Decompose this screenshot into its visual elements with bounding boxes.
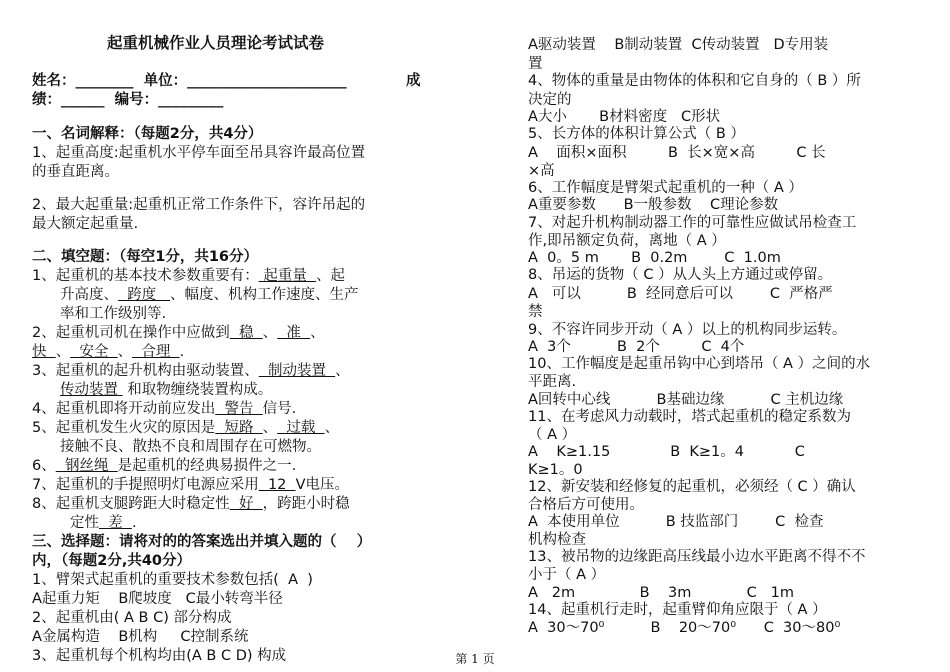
choice-line: A 0。5 m B 0.2m C 1.0m [528, 250, 781, 266]
number-label: 编号： [104, 92, 159, 108]
fill-answer: 好 [229, 496, 263, 512]
choice-line: 1、臂架式起重机的重要技术参数包括( A ) [32, 572, 313, 588]
choice-line: （ A ） [528, 427, 577, 443]
fill-text: 、 [55, 344, 71, 360]
choice-line: 机构检查 [528, 532, 586, 548]
fill-answer: 起重量 [258, 268, 317, 284]
section-2-heading: 二、填空题：（每空1分，共16分） [32, 249, 259, 265]
header-line-2 [32, 91, 223, 110]
score-field: ______ [61, 92, 105, 108]
name-label: 姓名： [32, 73, 76, 89]
fill-text: 、起 [316, 268, 346, 284]
choice-line: 5、长方体的体积计算公式（ B ） [528, 126, 745, 142]
fill-2-line-1 [32, 324, 325, 343]
fill-text: 、 [262, 325, 278, 341]
fill-text: 、 [310, 325, 325, 341]
choice-line: A重要参数 B一般参数 C理论参数 [528, 197, 779, 213]
fill-answer: 过载 [277, 420, 325, 436]
fill-text: ，跨距小时稳 [262, 496, 350, 512]
choice-line: K≥1。0 [528, 462, 583, 478]
fill-answer: 跨度 [118, 287, 171, 303]
fill-text: 信号. [262, 401, 297, 417]
choice-line: A驱动装置 B制动装置 C传动装置 D专用装 [528, 37, 829, 53]
choice-line: 9、不容许同步开动（ A ）以上的机构同步运转。 [528, 322, 847, 338]
choice-line: A 30～70⁰ B 20～70⁰ C 30～80⁰ [528, 620, 841, 636]
choice-line: A 2m B 3m C 1m [528, 585, 794, 601]
choice-line: A起重力矩 B爬坡度 C最小转弯半径 [32, 591, 283, 607]
fill-1-line-3: 率和工作级别等. [60, 306, 167, 322]
fill-3-line-1 [32, 362, 350, 381]
fill-answer: 准 [277, 325, 311, 341]
fill-1-line-1 [32, 267, 345, 286]
fill-2-line-2 [32, 343, 184, 362]
unit-field: ______________________ [187, 73, 347, 89]
score-label-end: 绩： [32, 92, 61, 108]
choice-line: 6、工作幅度是臂架式起重机的一种（ A ） [528, 180, 803, 196]
choice-line: 决定的 [528, 92, 572, 108]
page-number: 第 1 页 [455, 652, 495, 666]
fill-7 [32, 476, 349, 495]
choice-line: 平距离. [528, 374, 577, 390]
section-3-heading-1: 三、选择题：请将对的的答案选出并填入题的（ ） [32, 534, 372, 550]
fill-text: 3、起重机的起升机构由驱动装置、 [32, 363, 259, 379]
fill-8-line-1 [32, 495, 350, 514]
fill-text: 、幅度、机构工作速度、生产 [170, 287, 359, 303]
fill-text: 是起重机的经典易损件之一. [117, 458, 297, 474]
choice-line: A金属构造 B机构 C控制系统 [32, 629, 249, 645]
section-1-heading: 一、名词解释：（每题2分，共4分） [32, 126, 263, 142]
choice-line: ×高 [528, 163, 555, 179]
fill-1-line-2 [60, 286, 359, 305]
fill-text: 7、起重机的手提照明灯电源应采用 [32, 477, 259, 493]
header-line-1 [32, 72, 347, 91]
choice-line: 2、起重机由( A B C) 部分构成 [32, 610, 232, 626]
term-1-line-1: 1、起重高度:起重机水平停车面至吊具容许最高位置 [32, 145, 366, 161]
choice-line: 12、新安装和经修复的起重机，必须经（ C ）确认 [528, 479, 856, 495]
section-3-heading-2: 内，（每题2分,共40分） [32, 553, 192, 569]
choice-line: A大小 B材料密度 C形状 [528, 109, 721, 125]
fill-text: V电压。 [295, 477, 350, 493]
choice-line: A 面积×面积 B 长×宽×高 C 长 [528, 145, 826, 161]
choice-line: 7、对起升机构制动器工作的可靠性应做试吊检查工 [528, 215, 857, 231]
choice-line: 置 [528, 56, 543, 72]
term-1-line-2: 的垂直距离。 [32, 164, 119, 180]
fill-text: 、 [324, 420, 340, 436]
number-field: _________ [158, 92, 224, 108]
choice-line: A回转中心线 B基础边缘 C 主机边缘 [528, 392, 844, 408]
fill-text: . [179, 344, 185, 360]
unit-label: 单位： [133, 73, 188, 89]
fill-4 [32, 400, 296, 419]
fill-answer: 传动装置 [60, 382, 123, 398]
fill-answer: 钢丝绳 [55, 458, 118, 474]
fill-text: 1、起重机的基本技术参数重要有： [32, 268, 259, 284]
fill-text: 、 [335, 363, 350, 379]
fill-answer: 12 [258, 477, 296, 493]
fill-text: 定性 [70, 515, 99, 531]
fill-answer: 稳 [229, 325, 263, 341]
choice-line: 合格后方可使用。 [528, 497, 644, 513]
choice-line: A 本使用单位 B 技监部门 C 检查 [528, 514, 824, 530]
choice-line: 禁 [528, 304, 543, 320]
fill-text: 升高度、 [60, 287, 118, 303]
fill-answer: 警告 [215, 401, 263, 417]
fill-answer: 制动装置 [258, 363, 336, 379]
fill-3-line-2 [60, 381, 272, 400]
fill-text: 、 [262, 420, 278, 436]
fill-text: 、 [117, 344, 133, 360]
page-title: 起重机械作业人员理论考试试卷 [107, 34, 325, 52]
choice-line: A 3个 B 2个 C 4个 [528, 339, 745, 355]
fill-text: 6、 [32, 458, 56, 474]
choice-line: 作,即吊额定负荷，离地（ A ） [528, 233, 726, 249]
fill-answer: 短路 [215, 420, 263, 436]
fill-5-line-2: 接触不良、散热不良和周围存在可燃物。 [60, 439, 321, 455]
choice-line: A K≥1.15 B K≥1。4 C [528, 444, 805, 460]
choice-line: 3、起重机每个机构均由(A B C D) 构成 [32, 648, 287, 664]
fill-text: 8、起重机支腿跨距大时稳定性 [32, 496, 230, 512]
term-2-line-2: 最大额定起重量. [32, 216, 139, 232]
fill-answer: 差 [99, 515, 132, 531]
fill-text: 4、起重机即将开动前应发出 [32, 401, 216, 417]
fill-5-line-1 [32, 419, 339, 438]
fill-answer: 合理 [132, 344, 180, 360]
fill-answer: 安全 [70, 344, 118, 360]
fill-answer: 快 [32, 344, 56, 360]
fill-text: . [131, 515, 137, 531]
fill-8-line-2 [70, 514, 137, 533]
choice-line: 11、在考虑风力动载时，塔式起重机的稳定系数为 [528, 409, 851, 425]
term-2-line-1: 2、最大起重量:起重机正常工作条件下，容许吊起的 [32, 197, 366, 213]
choice-line: 4、物体的重量是由物体的体积和它自身的（ B ）所 [528, 73, 861, 89]
fill-6 [32, 457, 296, 476]
choice-line: 13、被吊物的边缘距高压线最小边水平距离不得不不 [528, 549, 866, 565]
score-label-start: 成 [406, 73, 421, 89]
choice-line: 小于（ A ） [528, 567, 606, 583]
choice-line: 10、工作幅度是起重吊钩中心到塔吊（ A ）之间的水 [528, 356, 871, 372]
name-field: ________ [75, 73, 134, 89]
fill-text: 和取物缠绕装置构成。 [122, 382, 273, 398]
choice-line: 8、吊运的货物（ C ）从人头上方通过或停留。 [528, 267, 833, 283]
choice-line: 14、起重机行走时，起重臂仰角应限于（ A ） [528, 602, 827, 618]
fill-text: 5、起重机发生火灾的原因是 [32, 420, 216, 436]
fill-text: 2、起重机司机在操作中应做到 [32, 325, 230, 341]
choice-line: A 可以 B 经同意后可以 C 严格严 [528, 286, 833, 302]
